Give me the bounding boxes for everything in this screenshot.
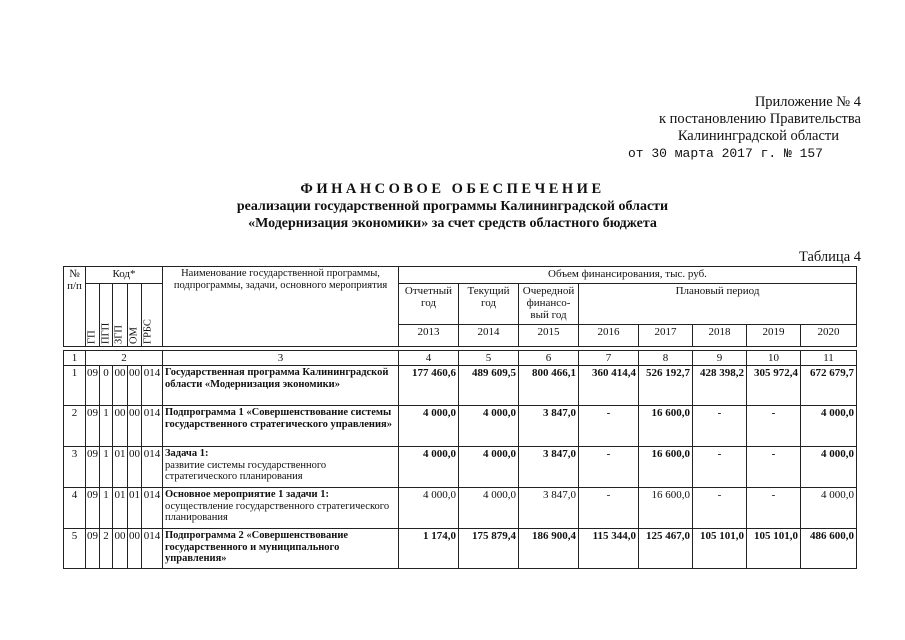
value: 526 192,7: [639, 366, 693, 406]
code-om: 01: [128, 488, 142, 529]
code-om: 00: [128, 406, 142, 447]
year-2013: 2013: [399, 325, 459, 347]
code-pgp: 1: [100, 447, 113, 488]
code-gp: 09: [86, 529, 100, 569]
row-num: 4: [64, 488, 86, 529]
value: 3 847,0: [519, 406, 579, 447]
appendix-date: от 30 марта 2017 г. № 157: [627, 146, 823, 161]
colnum: 9: [693, 351, 747, 366]
title-line1: ФИНАНСОВОЕ ОБЕСПЕЧЕНИЕ: [300, 181, 605, 197]
row-name: развитие системы государственного стратегического планирования: [165, 459, 327, 482]
colnum: 7: [579, 351, 639, 366]
header-code-zgp: ЗГП: [113, 284, 128, 347]
value: 186 900,4: [519, 529, 579, 569]
value: 486 600,0: [801, 529, 857, 569]
row-name: Подпрограмма 1 «Совершенствование системы государственного стратегического управления»: [163, 406, 399, 447]
appendix-line2: к постановлению Правительства: [659, 111, 861, 127]
code-gp: 09: [86, 447, 100, 488]
value: -: [693, 488, 747, 529]
code-zgp: 00: [113, 406, 128, 447]
title-line2: реализации государственной программы Калининградской области: [236, 199, 669, 214]
header-code-grbs: ГРБС: [142, 284, 163, 347]
year-2017: 2017: [639, 325, 693, 347]
colnum: 3: [163, 351, 399, 366]
code-grbs: 014: [142, 529, 163, 569]
value: -: [579, 406, 639, 447]
value: 16 600,0: [639, 488, 693, 529]
value: 305 972,4: [747, 366, 801, 406]
value: 4 000,0: [801, 488, 857, 529]
value: 4 000,0: [801, 447, 857, 488]
appendix-line1: Приложение № 4: [754, 94, 861, 110]
value: -: [579, 447, 639, 488]
value: 1 174,0: [399, 529, 459, 569]
year-2014: 2014: [459, 325, 519, 347]
table-row: [64, 488, 857, 529]
appendix-line3: Калининградской области: [677, 128, 839, 144]
value: 4 000,0: [399, 447, 459, 488]
code-om: 00: [128, 529, 142, 569]
code-gp: 09: [86, 366, 100, 406]
value: 115 344,0: [579, 529, 639, 569]
value: 105 101,0: [747, 529, 801, 569]
row-name-bold: Задача 1:: [165, 448, 209, 459]
code-grbs: 014: [142, 447, 163, 488]
colnum: 11: [801, 351, 857, 366]
code-om: 00: [128, 366, 142, 406]
value: 4 000,0: [459, 447, 519, 488]
value: -: [747, 406, 801, 447]
value: 4 000,0: [459, 406, 519, 447]
value: 3 847,0: [519, 488, 579, 529]
code-pgp: 1: [100, 488, 113, 529]
row-num: 1: [64, 366, 86, 406]
code-pgp: 0: [100, 366, 113, 406]
header-next: Очередной финансо-вый год: [519, 284, 579, 325]
table-row: [64, 529, 857, 569]
year-2019: 2019: [747, 325, 801, 347]
colnum: 1: [64, 351, 86, 366]
row-name-bold: Основное мероприятие 1 задачи 1:: [165, 489, 329, 500]
code-pgp: 1: [100, 406, 113, 447]
value: 177 460,6: [399, 366, 459, 406]
code-om: 00: [128, 447, 142, 488]
year-2016: 2016: [579, 325, 639, 347]
financing-table: [63, 266, 857, 569]
code-gp: 09: [86, 406, 100, 447]
appendix-block: [541, 94, 861, 162]
code-pgp: 2: [100, 529, 113, 569]
code-grbs: 014: [142, 366, 163, 406]
title-line3: «Модернизация экономики» за счет средств областного бюджета: [248, 216, 657, 231]
value: 3 847,0: [519, 447, 579, 488]
colnum: 8: [639, 351, 693, 366]
code-zgp: 01: [113, 447, 128, 488]
value: 175 879,4: [459, 529, 519, 569]
value: -: [693, 406, 747, 447]
header-code-pgp: ПГП: [100, 284, 113, 347]
header-current: Текущий год: [459, 284, 519, 325]
colnum: 10: [747, 351, 801, 366]
row-num: 5: [64, 529, 86, 569]
value: 489 609,5: [459, 366, 519, 406]
header-reporting: Отчетный год: [399, 284, 459, 325]
value: -: [693, 447, 747, 488]
value: 105 101,0: [693, 529, 747, 569]
code-grbs: 014: [142, 488, 163, 529]
colnum: 4: [399, 351, 459, 366]
row-name: Подпрограмма 2 «Совершенствование государственного и муниципального управления»: [163, 529, 399, 569]
row-name-cell: [163, 488, 399, 529]
year-2020: 2020: [801, 325, 857, 347]
value: -: [579, 488, 639, 529]
row-name: Государственная программа Калининградской области «Модернизация экономики»: [163, 366, 399, 406]
value: 672 679,7: [801, 366, 857, 406]
value: 428 398,2: [693, 366, 747, 406]
value: 125 467,0: [639, 529, 693, 569]
header-code-om: ОМ: [128, 284, 142, 347]
header-name: Наименование государственной программы, подпрограммы, задачи, основного мероприятия: [163, 267, 399, 347]
header-volume: Объем финансирования, тыс. руб.: [399, 267, 857, 284]
column-number-row: [64, 351, 857, 366]
header-code: Код*: [86, 267, 163, 284]
header-planned: Плановый период: [579, 284, 857, 325]
value: 4 000,0: [801, 406, 857, 447]
code-zgp: 00: [113, 366, 128, 406]
code-gp: 09: [86, 488, 100, 529]
year-2015: 2015: [519, 325, 579, 347]
colnum: 2: [86, 351, 163, 366]
header-code-gp: ГП: [86, 284, 100, 347]
document-title: [0, 181, 905, 232]
value: -: [747, 488, 801, 529]
value: 16 600,0: [639, 406, 693, 447]
colnum: 6: [519, 351, 579, 366]
row-name-cell: [163, 447, 399, 488]
value: 800 466,1: [519, 366, 579, 406]
code-zgp: 01: [113, 488, 128, 529]
value: 360 414,4: [579, 366, 639, 406]
code-grbs: 014: [142, 406, 163, 447]
colnum: 5: [459, 351, 519, 366]
value: 4 000,0: [399, 488, 459, 529]
row-name: осуществление государственного стратегического планирования: [165, 500, 390, 523]
value: -: [747, 447, 801, 488]
row-num: 2: [64, 406, 86, 447]
value: 16 600,0: [639, 447, 693, 488]
code-zgp: 00: [113, 529, 128, 569]
header-num: № п/п: [64, 267, 86, 347]
value: 4 000,0: [459, 488, 519, 529]
year-2018: 2018: [693, 325, 747, 347]
table-row: [64, 447, 857, 488]
table-row: [64, 366, 857, 406]
row-num: 3: [64, 447, 86, 488]
value: 4 000,0: [399, 406, 459, 447]
header-row-1: [64, 267, 857, 284]
table-row: [64, 406, 857, 447]
table-label: Таблица 4: [798, 249, 861, 265]
